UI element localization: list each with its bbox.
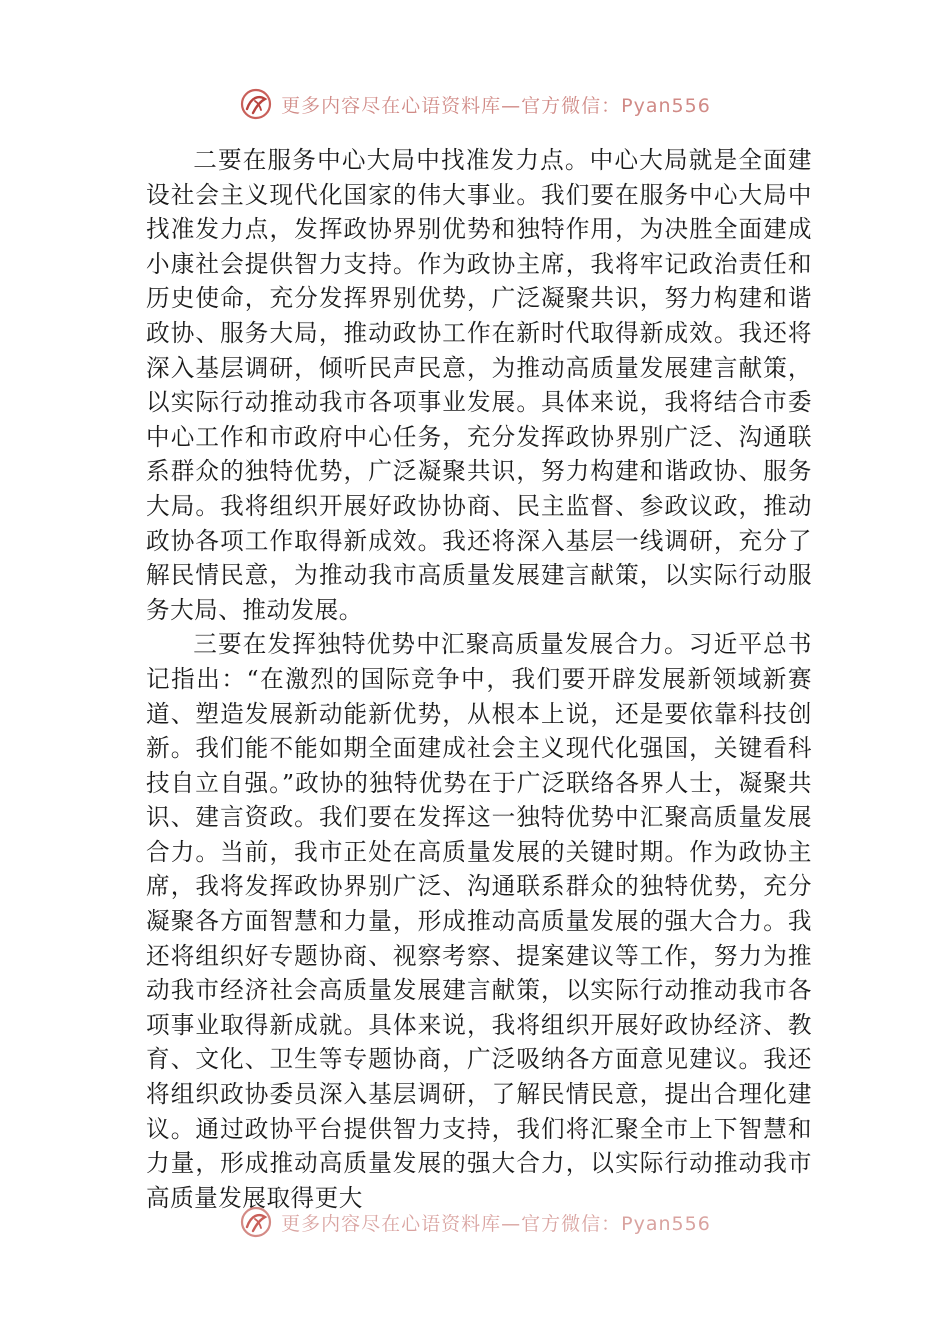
document-body	[146, 143, 812, 1215]
header-watermark	[0, 84, 950, 124]
paragraph: 三要在发挥独特优势中汇聚高质量发展合力。习近平总书记指出：“在激烈的国际竞争中，我们要开辟发展新领域新赛道、塑造发展新动能新优势，从根本上说，还是要依靠科技创新。我们能不能如期全面建成社会主义现代化强国，关键看科技自立自强。”政协的独特优势在于广泛联络各界人士，凝聚共识、建言资政。我们要在发挥这一独特优势中汇聚高质量发展合力。当前，我市正处在高质量发展的关键时期。作为政协主席，我将发挥政协界别广泛、沟通联系群众的独特优势，充分凝聚各方面智慧和力量，形成推动高质量发展的强大合力。我还将组织好专题协商、视察考察、提案建议等工作，努力为推动我市经济社会高质量发展建言献策，以实际行动推动我市各项事业取得新成就。具体来说，我将组织开展好政协经济、教育、文化、卫生等专题协商，广泛吸纳各方面意见建议。我还将组织政协委员深入基层调研，了解民情民意，提出合理化建议。通过政协平台提供智力支持，我们将汇聚全市上下智慧和力量，形成推动高质量发展的强大合力，以实际行动推动我市高质量发展取得更大	[146, 630, 812, 1212]
watermark-text: 更多内容尽在心语资料库—官方微信：Pyan556	[281, 1212, 711, 1235]
seal-logo-icon	[239, 1205, 273, 1239]
footer-watermark	[0, 1202, 950, 1242]
watermark-text: 更多内容尽在心语资料库—官方微信：Pyan556	[281, 94, 711, 117]
paragraph: 二要在服务中心大局中找准发力点。中心大局就是全面建设社会主义现代化国家的伟大事业。我们要在服务中心大局中找准发力点，发挥政协界别优势和独特作用，为决胜全面建成小康社会提供智力支持。作为政协主席，我将牢记政治责任和历史使命，充分发挥界别优势，广泛凝聚共识，努力构建和谐政协、服务大局，推动政协工作在新时代取得新成效。我还将深入基层调研，倾听民声民意，为推动高质量发展建言献策，以实际行动推动我市各项事业发展。具体来说，我将结合市委中心工作和市政府中心任务，充分发挥政协界别广泛、沟通联系群众的独特优势，广泛凝聚共识，努力构建和谐政协、服务大局。我将组织开展好政协协商、民主监督、参政议政，推动政协各项工作取得新成效。我还将深入基层一线调研，充分了解民情民意，为推动我市高质量发展建言献策，以实际行动服务大局、推动发展。	[146, 146, 812, 624]
seal-logo-icon	[239, 87, 273, 121]
